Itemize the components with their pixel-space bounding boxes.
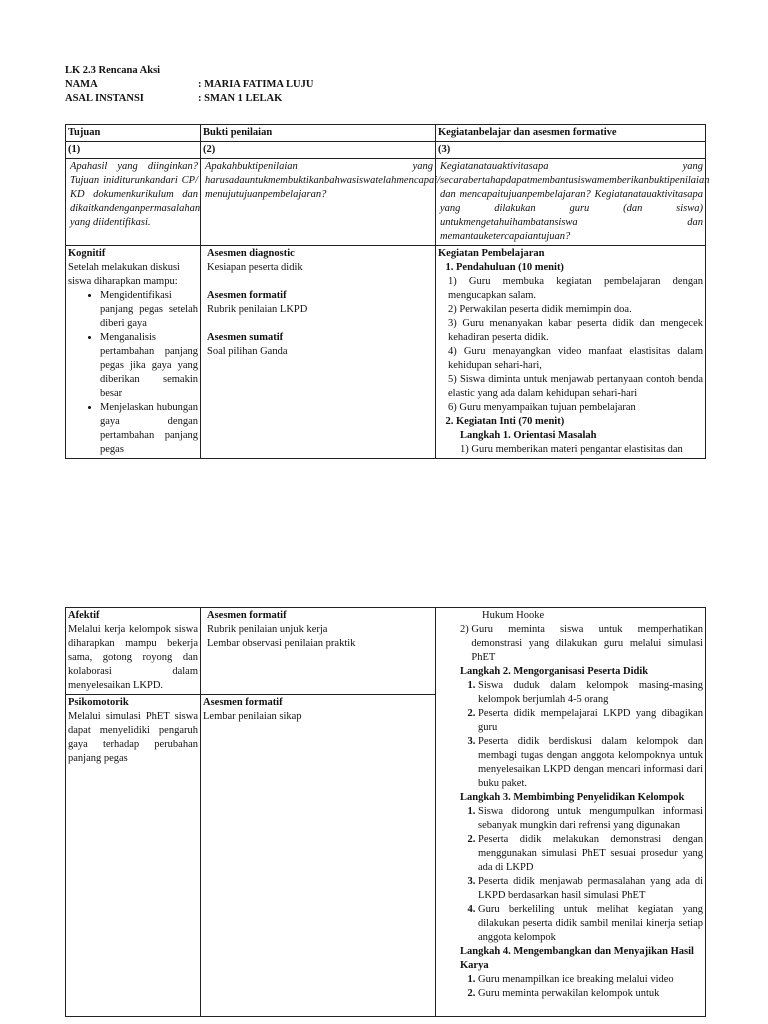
- institution-row: [65, 92, 465, 106]
- psikomotorik-text: Melalui simulasi PhET siswa dapat menyelidiki pengaruh gaya terhadap perubahan panjang pegas: [68, 711, 198, 764]
- pendahuluan-list: [438, 275, 703, 415]
- action-plan-table-page1: [65, 124, 710, 459]
- section-inti: [456, 415, 703, 429]
- afektif-text: Melalui kerja kelompok siswa diharapkan mampu bekerja sama, gotong royong dan kolaborasi dalam menyelesaikan LKPD.: [68, 624, 198, 691]
- list-item: 2. Peserta didik melakukan demonstrasi dengan menggunakan simulasi PhET sesuai prosedur yang ada di LKPD: [478, 833, 703, 875]
- list-item: 1. Siswa didorong untuk mengumpulkan informasi sebanyak mungkin dari refrensi yang digunakan: [478, 805, 703, 833]
- afektif-row: [66, 608, 706, 695]
- psikomotorik-cell: [66, 695, 201, 1017]
- name-value: : MARIA FATIMA LUJU: [198, 79, 314, 90]
- kegiatan-cell: [436, 246, 706, 459]
- afektif-assessment-cell: [201, 608, 436, 695]
- institution-label: ASAL INSTANSI: [65, 93, 144, 104]
- psikomotorik-assessment-item: Lembar penilaian sikap: [203, 711, 302, 722]
- table-header-row: [66, 125, 706, 142]
- col-number-2: (2): [201, 142, 436, 159]
- guide-kegiatan: Kegiatanatauaktivitasapa yang secarabertahapdapatmembantusiswamemberikanbuktipenilaian dan mencapaitujuanpembelajaran? Kegiatanatauaktivitasapa yang dilakukan guru (dan siswa) untukmengetahuihambatansiswa dan memantauketercapaiantujuan?: [436, 159, 706, 246]
- list-item: 3. Peserta didik menjawab permasalahan yang ada di LKPD berdasarkan hasil simulasi PhET: [478, 875, 703, 903]
- guide-tujuan: Apahasil yang diinginkan? Tujuan iniditurunkandari CP/ KD dokumenkurikulum dan dikaitkandenganpermasalahan yang diidentifikasi.: [66, 159, 201, 246]
- name-row: [65, 78, 465, 92]
- step-3-title: Langkah 3. Membimbing Penyelidikan Kelompok: [460, 792, 685, 803]
- kognitif-row: [66, 246, 706, 459]
- kognitif-assessment-cell: [201, 246, 436, 459]
- kognitif-intro: Setelah melakukan diskusi siswa diharapkan mampu:: [68, 262, 180, 287]
- step-4-list: [438, 973, 703, 1001]
- list-item: 1) Guru memberikan materi pengantar elastisitas dan: [460, 444, 683, 455]
- psikomotorik-title: Psikomotorik: [68, 697, 129, 708]
- guide-bukti: Apakahbuktipenilaian yang harusadauntukmembuktikanbahwasiswatelahmencapai/ menujutujuanpembelajaran?: [201, 159, 436, 246]
- kegiatan-continued-cell: [436, 608, 706, 1017]
- list-item: • Menganalisis pertambahan panjang pegas jika gaya yang diberikan semakin besar: [100, 331, 198, 401]
- step-2-title: Langkah 2. Mengorganisasi Peserta Didik: [460, 666, 649, 677]
- document-header: [65, 64, 465, 106]
- action-plan-table-page2: [65, 607, 706, 1017]
- step-4-title: Langkah 4. Mengembangkan dan Menyajikan Hasil Karya: [460, 946, 694, 971]
- kegiatan-sections-2: [438, 415, 703, 429]
- list-item: 3. Peserta didik berdiskusi dalam kelompok dan membagi tugas dengan anggota kelompoknya untuk menyelesaikan LKPD dengan mencari informasi dari buku paket.: [478, 735, 703, 791]
- header-bukti-penilaian: Bukti penilaian: [201, 125, 436, 142]
- guide-row: [66, 159, 706, 246]
- col-number-1: (1): [66, 142, 201, 159]
- col-number-3: (3): [436, 142, 706, 159]
- section-inti-title: Kegiatan Inti (70 menit): [456, 416, 565, 427]
- document-title: LK 2.3 Rencana Aksi: [65, 65, 161, 76]
- section-pendahuluan-title: Pendahuluan (10 menit): [456, 262, 564, 273]
- list-item: 1. Guru menampilkan ice breaking melalui video: [478, 973, 703, 987]
- list-item: 2. Guru meminta perwakilan kelompok untuk: [478, 987, 703, 1001]
- list-item: 3) Guru menanyakan kabar peserta didik dan mengecek kehadiran peserta didik.: [448, 318, 703, 343]
- afektif-assessment-title: Asesmen formatif: [207, 610, 287, 621]
- kognitif-list: [68, 289, 198, 457]
- list-item: 2) Guru meminta siswa untuk memperhatikan demonstrasi yang dilakukan guru melalui simulasi PhET: [460, 624, 703, 663]
- diagnostic-text: Kesiapan peserta didik: [207, 262, 303, 273]
- name-label: NAMA: [65, 79, 98, 90]
- table-number-row: [66, 142, 706, 159]
- header-kegiatan: Kegiatanbelajar dan asesmen formative: [436, 125, 706, 142]
- summative-text: Soal pilihan Ganda: [207, 346, 288, 357]
- step-1-title: Langkah 1. Orientasi Masalah: [460, 430, 597, 441]
- list-item: 1) Guru membuka kegiatan pembelajaran dengan mengucapkan salam.: [448, 276, 704, 301]
- list-item: 2. Peserta didik mempelajarai LKPD yang dibagikan guru: [478, 707, 703, 735]
- afektif-cell: [66, 608, 201, 695]
- afektif-title: Afektif: [68, 610, 100, 621]
- step-2-list: [438, 679, 703, 791]
- kegiatan-title: Kegiatan Pembelajaran: [438, 248, 545, 259]
- summative-title: Asesmen sumatif: [207, 332, 284, 343]
- formative-text: Rubrik penilaian LKPD: [207, 304, 308, 315]
- section-pendahuluan: [456, 261, 703, 275]
- psikomotorik-assessment-title: Asesmen formatif: [203, 697, 283, 708]
- formative-title: Asesmen formatif: [207, 290, 287, 301]
- list-item: 6) Guru menyampaikan tujuan pembelajaran: [448, 402, 636, 413]
- step-3-list: [438, 805, 703, 945]
- list-item: • Mengidentifikasi panjang pegas setelah diberi gaya: [100, 289, 198, 331]
- psikomotorik-assessment-cell: [201, 695, 436, 1017]
- kognitif-cell: [66, 246, 201, 459]
- kognitif-title: Kognitif: [68, 248, 106, 259]
- continued-text: Hukum Hooke: [482, 610, 545, 621]
- list-item: 5) Siswa diminta untuk menjawab pertanyaan contoh benda elastic yang ada dalam kehidupan sehari-hari: [448, 374, 703, 399]
- list-item: • Menjelaskan hubungan gaya dengan pertambahan panjang pegas: [100, 401, 198, 457]
- diagnostic-title: Asesmen diagnostic: [207, 248, 295, 259]
- list-item: 1. Siswa duduk dalam kelompok masing-masing kelompok berjumlah 4-5 orang: [478, 679, 703, 707]
- institution-value: : SMAN 1 LELAK: [198, 93, 283, 104]
- afektif-assessment-item: Lembar observasi penilaian praktik: [207, 638, 356, 649]
- afektif-assessment-item: Rubrik penilaian unjuk kerja: [207, 624, 328, 635]
- header-tujuan: Tujuan: [66, 125, 201, 142]
- list-item: 4) Guru menayangkan video manfaat elastisitas dalam kehidupan sehari-hari,: [448, 346, 703, 371]
- list-item: 4. Guru berkeliling untuk melihat kegiatan yang dilakukan peserta didik sambil menilai kinerja setiap anggota kelompok: [478, 903, 703, 945]
- list-item: 2) Perwakilan peserta didik memimpin doa.: [448, 304, 632, 315]
- kegiatan-sections: [438, 261, 703, 275]
